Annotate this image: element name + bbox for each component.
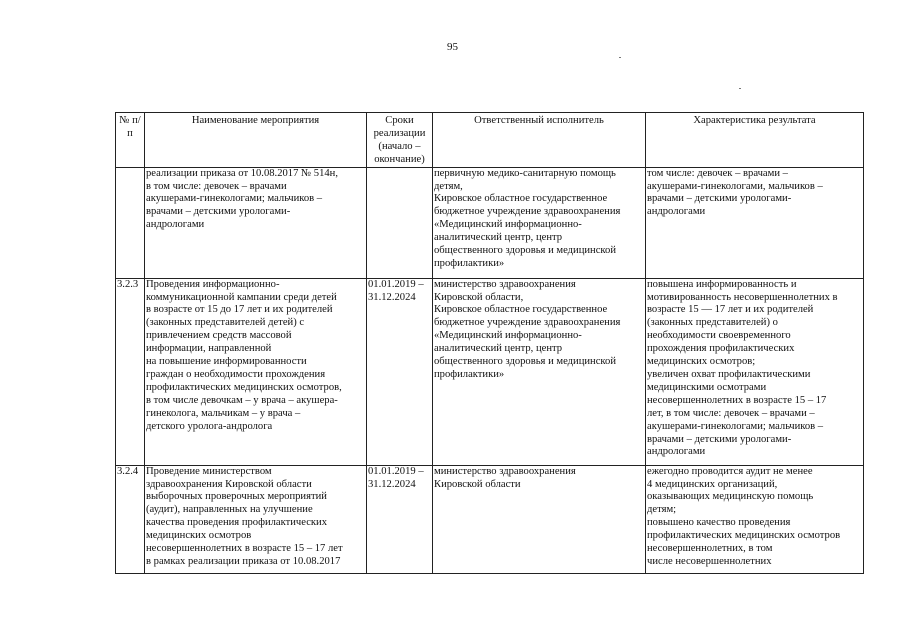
cell-text-line: андрологами: [146, 219, 205, 231]
cell-text-line: министерство здравоохранения: [434, 465, 576, 477]
cell-text-line: несовершеннолетних, в том: [647, 543, 773, 555]
cell-text-line: Кировской области,: [434, 291, 524, 303]
cell-text-line: первичную медико-санитарную помощь: [434, 167, 616, 179]
cell-text-line: детям,: [434, 180, 463, 192]
cell-text-line: числе несовершеннолетних: [647, 555, 772, 567]
cell-text-line: в возрасте от 15 до 17 лет и их родителей: [146, 304, 333, 316]
cell-text-line: аналитический центр, центр: [434, 343, 563, 355]
cell-text-line: «Медицинский информационно-: [434, 330, 582, 342]
cell-text-line: детского уролога-андролога: [146, 420, 273, 432]
table-row: [116, 465, 864, 573]
cell-text-line: ежегодно проводится аудит не менее: [647, 465, 813, 477]
cell-text-line: Кировское областное государственное: [434, 304, 608, 316]
table-row: [116, 278, 864, 465]
cell-text-line: «Медицинский информационно-: [434, 219, 582, 231]
cell-text-line: реализации приказа от 10.08.2017 № 514н,: [146, 167, 339, 179]
cell-text-line: привлечением средств массовой: [146, 330, 292, 342]
cell-text-line: на повышение информированности: [146, 356, 307, 368]
plan-table: [115, 112, 864, 574]
cell-text-line: андрологами: [647, 206, 706, 218]
cell-text-line: здравоохранения Кировской области: [146, 478, 312, 490]
cell-period: [367, 465, 433, 573]
cell-event: [145, 465, 367, 573]
cell-text-line: в рамках реализации приказа от 10.08.2017: [146, 555, 341, 567]
cell-number: 3.2.4: [116, 465, 145, 573]
cell-text-line: в том числе: девочек – врачами: [146, 180, 287, 192]
table-row: [116, 167, 864, 278]
cell-text-line: выборочных проверочных мероприятий: [146, 491, 327, 503]
cell-text-line: врачами – детскими урологами-: [146, 206, 291, 218]
header-executor: Ответственный исполнитель: [433, 113, 646, 168]
cell-text-line: (законных представителей детей) с: [146, 317, 305, 329]
cell-text-line: Проведение министерством: [146, 465, 272, 477]
header-number: № п/п: [116, 113, 145, 168]
table-header-row: [116, 113, 864, 168]
cell-text-line: аналитический центр, центр: [434, 232, 563, 244]
cell-text-line: Кировское областное государственное: [434, 193, 608, 205]
cell-text-line: качества проведения профилактических: [146, 517, 328, 529]
cell-text-line: коммуникационной кампании среди детей: [146, 291, 337, 303]
cell-text-line: (аудит), направленных на улучшение: [146, 504, 313, 516]
cell-text-line: возрасте 15 — 17 лет и их родителей: [647, 304, 814, 316]
cell-text-line: необходимости своевременного: [647, 330, 791, 342]
cell-text-line: медицинскими осмотрами: [647, 381, 767, 393]
cell-executor: [433, 465, 646, 573]
cell-text-line: прохождения профилактических: [647, 343, 795, 355]
cell-text-line: Кировской области: [434, 478, 521, 490]
cell-text-line: детям;: [647, 504, 677, 516]
cell-text-line: врачами – детскими урологами-: [647, 433, 792, 445]
cell-period: [367, 167, 433, 278]
cell-text-line: несовершеннолетних в возрасте 15 – 17: [647, 394, 827, 406]
cell-text-line: общественного здоровья и медицинской: [434, 245, 617, 257]
cell-executor: [433, 167, 646, 278]
cell-period: [367, 278, 433, 465]
cell-text-line: повышено качество проведения: [647, 517, 791, 529]
header-result: Характеристика результата: [646, 113, 864, 168]
cell-text-line: оказывающих медицинскую помощь: [647, 491, 814, 503]
cell-text-line: акушерами-гинекологами, мальчиков –: [647, 180, 823, 192]
cell-text-line: граждан о необходимости прохождения: [146, 368, 326, 380]
scan-speck: [739, 88, 741, 89]
cell-text-line: в том числе девочкам – у врача – акушера-: [146, 394, 338, 406]
cell-text-line: лет, в том числе: девочек – врачами –: [647, 407, 815, 419]
cell-executor: [433, 278, 646, 465]
cell-text-line: акушерами-гинекологами; мальчиков –: [146, 193, 323, 205]
cell-result: [646, 465, 864, 573]
cell-text-line: бюджетное учреждение здравоохранения: [434, 317, 621, 329]
cell-number: [116, 167, 145, 278]
cell-text-line: несовершеннолетних в возрасте 15 – 17 лет: [146, 543, 343, 555]
cell-text-line: увеличен охват профилактическими: [647, 368, 811, 380]
cell-event: [145, 278, 367, 465]
cell-text-line: профилактики»: [434, 368, 505, 380]
cell-result: [646, 167, 864, 278]
cell-text-line: информации, направленной: [146, 343, 272, 355]
cell-text-line: Проведения информационно-: [146, 278, 280, 290]
cell-text-line: профилактических медицинских осмотров,: [146, 381, 342, 393]
cell-result: [646, 278, 864, 465]
page-number: 95: [447, 41, 458, 53]
cell-text-line: андрологами: [647, 446, 706, 458]
cell-text-line: медицинских осмотров;: [647, 356, 756, 368]
header-period: Сроки реализации (начало – окончание): [367, 113, 433, 168]
cell-text-line: медицинских осмотров: [146, 530, 252, 542]
cell-text-line: 31.12.2024: [368, 291, 416, 303]
cell-text-line: министерство здравоохранения: [434, 278, 576, 290]
cell-text-line: (законных представителей) о: [647, 317, 778, 329]
cell-text-line: 01.01.2019 –: [368, 465, 424, 477]
header-event: Наименование мероприятия: [145, 113, 367, 168]
cell-event: [145, 167, 367, 278]
cell-number: 3.2.3: [116, 278, 145, 465]
cell-text-line: 4 медицинских организаций,: [647, 478, 778, 490]
cell-text-line: общественного здоровья и медицинской: [434, 356, 617, 368]
cell-text-line: акушерами-гинекологами; мальчиков –: [647, 420, 824, 432]
cell-text-line: врачами – детскими урологами-: [647, 193, 792, 205]
cell-text-line: 31.12.2024: [368, 478, 416, 490]
cell-text-line: бюджетное учреждение здравоохранения: [434, 206, 621, 218]
cell-text-line: том числе: девочек – врачами –: [647, 167, 788, 179]
cell-text-line: профилактики»: [434, 257, 505, 269]
cell-text-line: 01.01.2019 –: [368, 278, 424, 290]
cell-text-line: повышена информированность и: [647, 278, 797, 290]
cell-text-line: профилактических медицинских осмотров: [647, 530, 841, 542]
scan-speck: [619, 57, 621, 58]
cell-text-line: гинеколога, мальчикам – у врача –: [146, 407, 301, 419]
cell-text-line: мотивированность несовершеннолетних в: [647, 291, 838, 303]
